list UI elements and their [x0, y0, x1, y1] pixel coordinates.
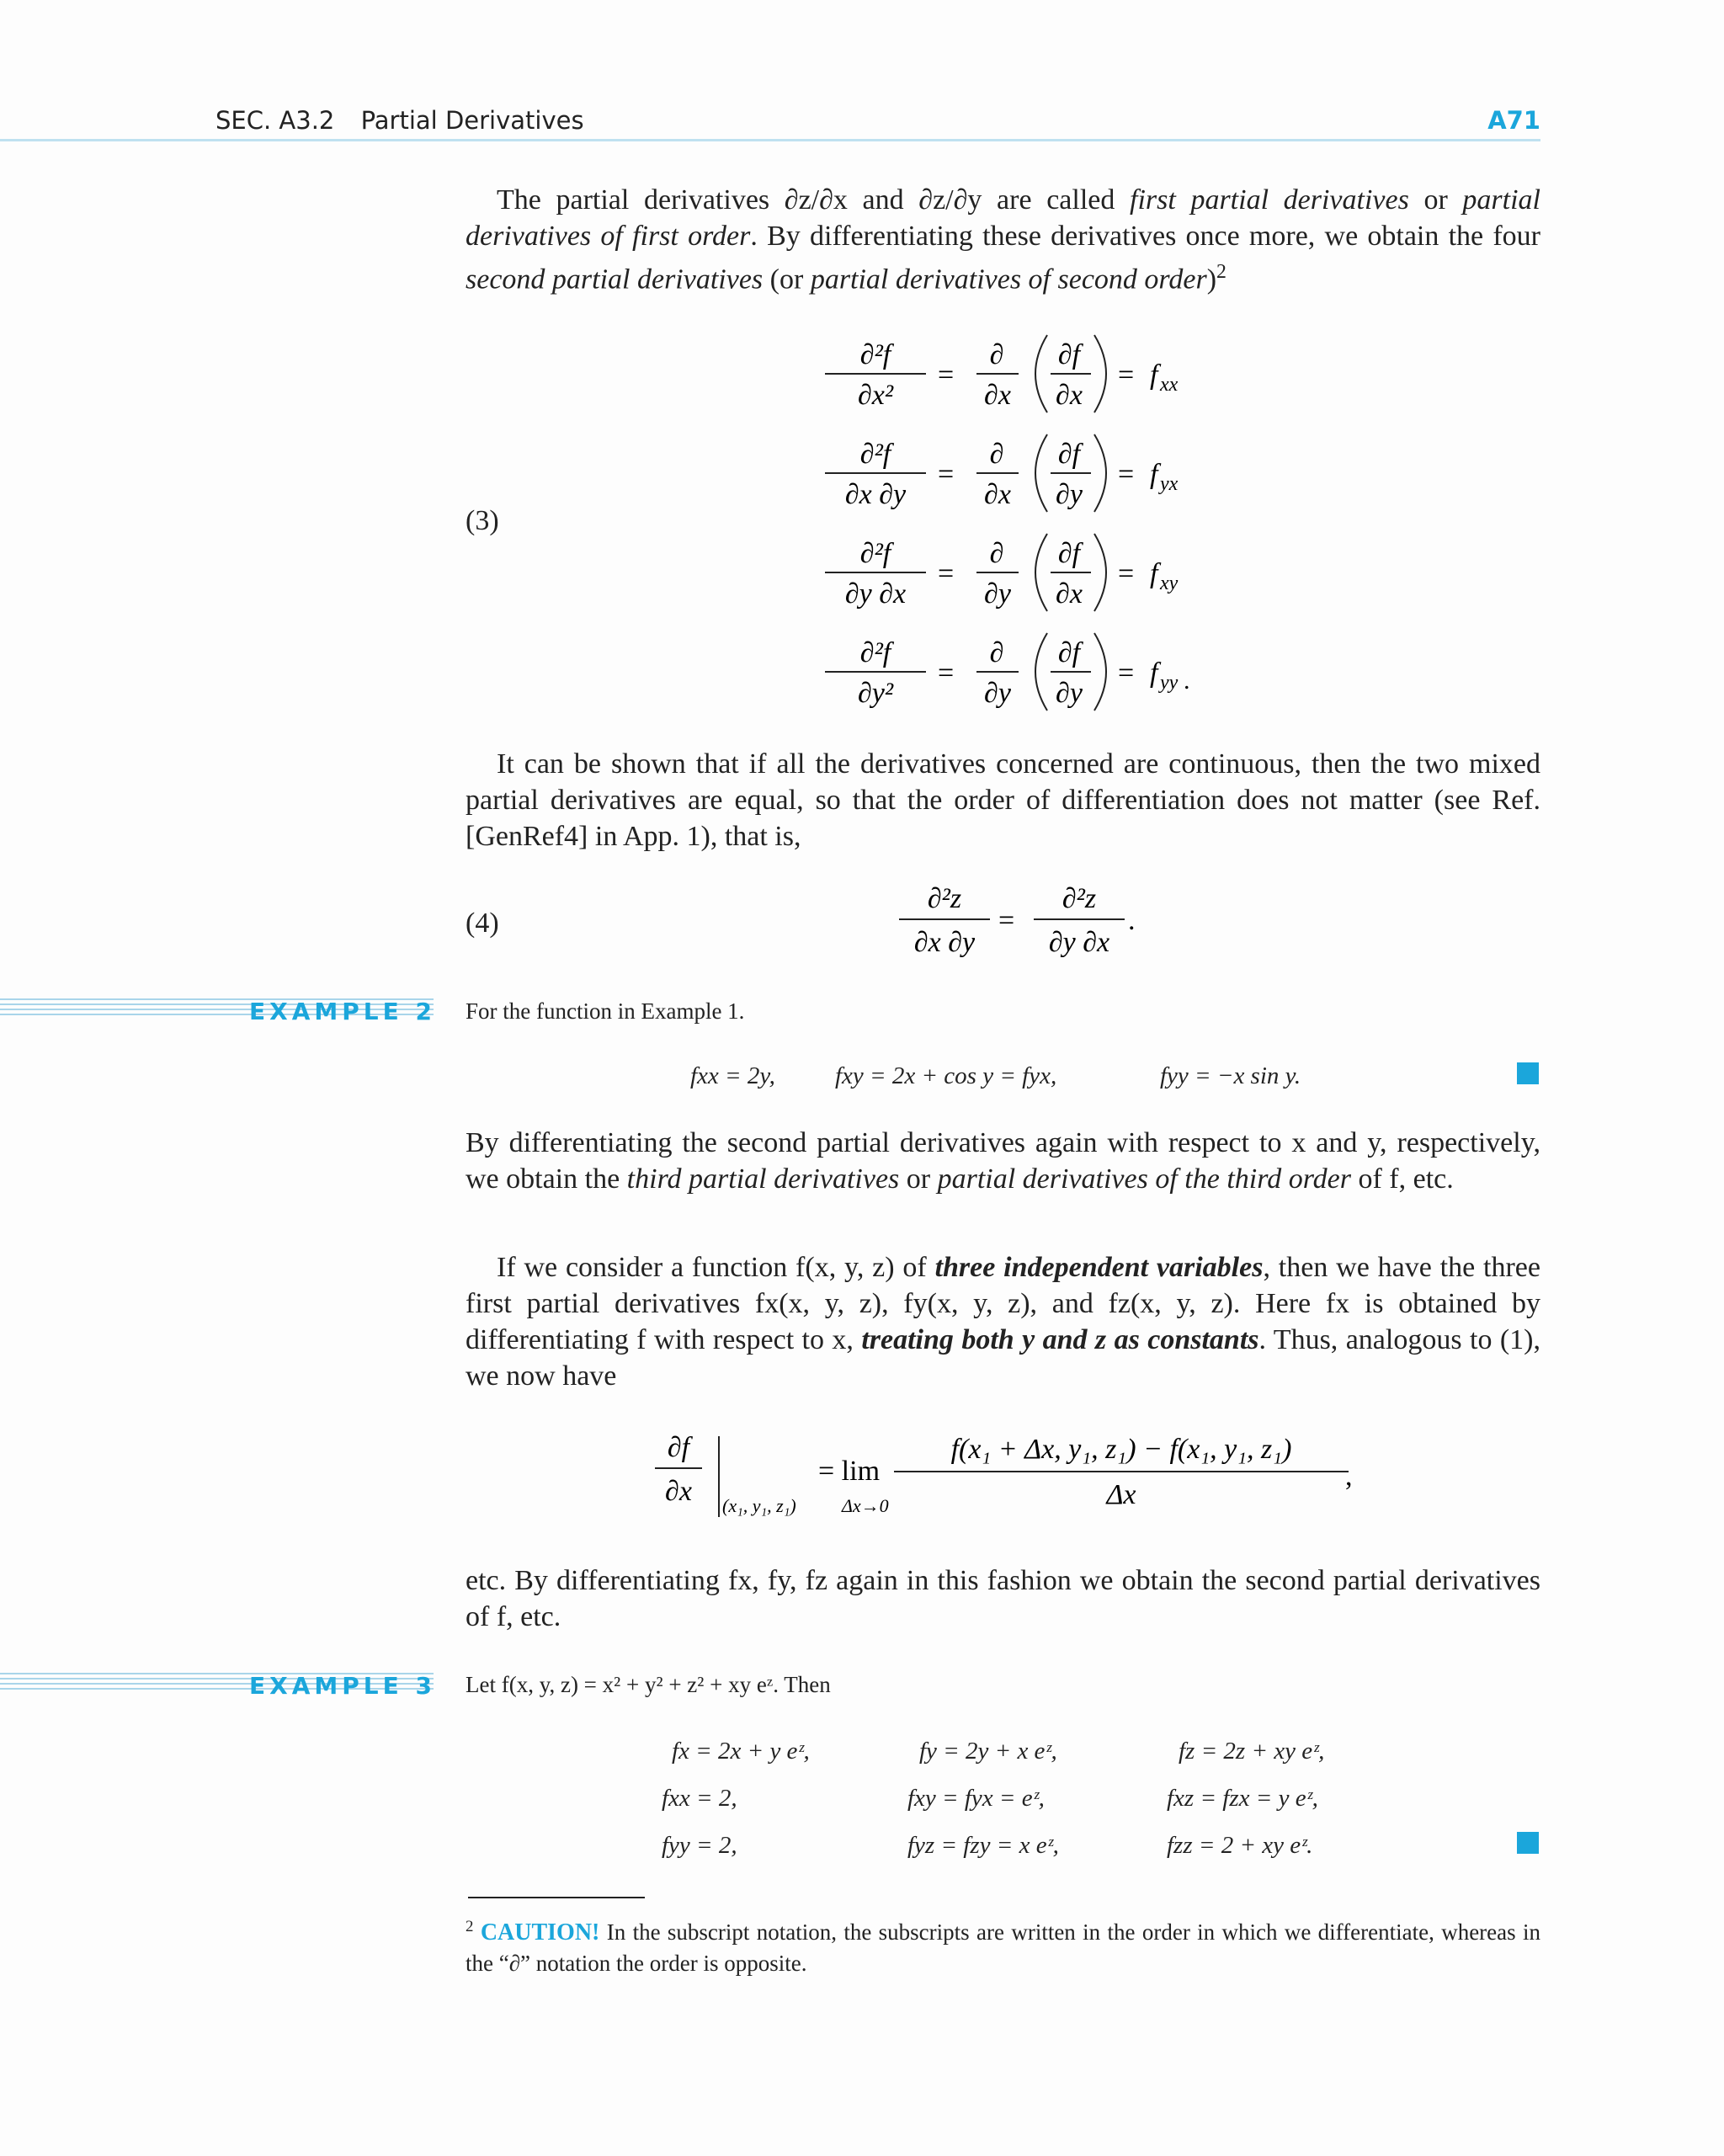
p3-term-third-partials: third partial derivatives	[626, 1163, 900, 1195]
header-rule	[0, 139, 1540, 141]
p2-text: It can be shown that if all the derivatives concerned are continuous, then the two mixed partial derivatives are equal, so that the order of differentiation does not matter (see Ref. [GenRef4] in App. 1), that is,	[466, 748, 1540, 852]
eq3-row-1-operator-denominator: ∂x	[984, 380, 1011, 411]
example-3-fxz: fxz = fzx = y eᶻ,	[1167, 1785, 1318, 1812]
eq3-row-3-equals-2: =	[1118, 558, 1135, 589]
eq3-row-1-lhs-denominator: ∂x²	[857, 380, 894, 411]
eq3-row-3-operator-denominator: ∂y	[984, 578, 1011, 610]
eq3-row-2-lhs-numerator: ∂²f	[859, 439, 891, 470]
eq3-row-2-equals-2: =	[1118, 459, 1135, 490]
section-number: SEC. A3.2	[216, 106, 335, 135]
eq3-row-4-lhs-denominator: ∂y²	[857, 678, 894, 709]
equation-number-4: (4)	[466, 908, 499, 939]
limit-operator: = lim	[818, 1456, 881, 1487]
eq3-row-2-operator-denominator: ∂x	[984, 479, 1011, 510]
example-3-text: Let f(x, y, z) = x² + y² + z² + xy eᶻ. Then	[466, 1672, 831, 1697]
p3-term-third-order: partial derivatives of the third order	[937, 1163, 1351, 1195]
eq3-row-1-inner-denominator: ∂x	[1056, 380, 1083, 411]
equation-number-3: (3)	[466, 505, 499, 536]
eq3-row-2-f: f	[1150, 459, 1158, 490]
example-2-fyy: fyy = −x sin y.	[1160, 1062, 1301, 1089]
paragraph-three-variables	[466, 1249, 1540, 1394]
p1-text-2: or	[1408, 184, 1463, 216]
p1-text-1: The partial derivatives ∂z/∂x and ∂z/∂y are called	[497, 184, 1130, 216]
footnote	[466, 1911, 1540, 1979]
p4-term-three-variables: three independent variables	[934, 1252, 1264, 1283]
eq3-row-3-inner-denominator: ∂x	[1056, 578, 1083, 610]
p4-text-3: . Thus, analogous to (1), we now have	[466, 1324, 1540, 1392]
eq3-row-2-subscript: yx	[1160, 473, 1179, 495]
eq4-rhs-denominator: ∂y ∂x	[1048, 927, 1110, 958]
eq3-row-2-left-paren	[1035, 434, 1047, 512]
equation-4	[884, 874, 1136, 966]
eq3-row-4-left-paren	[1035, 633, 1047, 711]
eq3-row-2-operator: ∂	[989, 439, 1004, 470]
eq4-rhs-numerator: ∂²z	[1062, 883, 1097, 914]
eq3-row-3-operator: ∂	[989, 538, 1004, 569]
eq3-row-4-lhs-numerator: ∂²f	[859, 637, 891, 668]
footnote-rule	[468, 1897, 645, 1898]
eq3-row-2-inner-numerator: ∂f	[1057, 439, 1081, 470]
p1-text-5: )	[1206, 264, 1217, 295]
p1-term-first-partials: first partial derivatives	[1130, 184, 1409, 216]
example-3-fzz: fzz = 2 + xy eᶻ.	[1167, 1832, 1313, 1859]
limit-lhs-numerator: ∂f	[667, 1432, 690, 1463]
eq3-row-3-left-paren	[1035, 534, 1047, 611]
eq3-row-4-operator: ∂	[989, 637, 1004, 668]
eq4-equals: =	[998, 905, 1015, 936]
eq3-row-1-right-paren	[1094, 335, 1106, 413]
running-header	[216, 106, 584, 135]
example-3-fyy: fyy = 2,	[662, 1832, 737, 1859]
evaluation-point: (x₁, y₁, z₁)	[722, 1495, 796, 1516]
eq3-row-1-inner-numerator: ∂f	[1057, 339, 1081, 370]
eq3-row-4-f: f	[1150, 657, 1158, 689]
p1-term-second-partials: second partial derivatives	[466, 264, 764, 295]
eq3-row-1-equals-2: =	[1118, 359, 1135, 391]
paragraph-higher-order	[466, 1562, 1540, 1635]
example-3-fx: fx = 2x + y eᶻ,	[672, 1738, 810, 1765]
p1-term-first-order: partial derivatives of first order	[466, 184, 1540, 252]
eq3-row-4-equals-2: =	[1118, 657, 1135, 689]
p1-text-4: (or	[763, 264, 811, 295]
equation-3	[808, 320, 1212, 724]
paragraph-first-partials	[466, 182, 1540, 297]
example-3-fxx: fxx = 2,	[662, 1785, 737, 1812]
eq4-lhs-denominator: ∂x ∂y	[913, 927, 976, 958]
example-2-label: EXAMPLE 2	[249, 998, 436, 1025]
p4-text-1: If we consider a function f(x, y, z) of	[497, 1252, 935, 1283]
limit-lhs-denominator: ∂x	[665, 1476, 692, 1507]
eq3-row-3-equals: =	[938, 558, 955, 589]
p3-text-1: By differentiating the second partial derivatives again with respect to x and y, respectively, we obtain the	[466, 1127, 1540, 1195]
eq4-period: .	[1128, 905, 1136, 936]
footnote-reference: 2	[1216, 261, 1226, 283]
example-3-fyz: fyz = fzy = x eᶻ,	[907, 1832, 1059, 1859]
eq3-row-1-left-paren	[1035, 335, 1047, 413]
eq3-row-4-end: .	[1184, 667, 1190, 695]
footnote-text: In the subscript notation, the subscripts are written in the order in which we differentiate, whereas in the “∂” notation the order is opposite.	[466, 1919, 1541, 1976]
example-3-fz: fz = 2z + xy eᶻ,	[1179, 1738, 1325, 1765]
p4-term-constants: treating both y and z as constants	[861, 1324, 1259, 1355]
eq3-row-1-operator: ∂	[989, 339, 1004, 370]
eq3-row-4-operator-denominator: ∂y	[984, 678, 1011, 709]
eq3-row-4-inner-denominator: ∂y	[1056, 678, 1083, 709]
p3-text-3: of f, etc.	[1350, 1163, 1454, 1195]
p1-text-3: . By differentiating these derivatives once more, we obtain the four	[750, 221, 1540, 252]
paragraph-mixed-partials	[466, 746, 1540, 854]
example-3-fy: fy = 2y + x eᶻ,	[919, 1738, 1057, 1765]
eq3-row-4-right-paren	[1094, 633, 1106, 711]
eq3-row-3-subscript: xy	[1160, 572, 1179, 594]
example-2-fxy: fxy = 2x + cos y = fyx,	[835, 1062, 1057, 1089]
end-of-example-2-square	[1517, 1062, 1539, 1084]
example-2-text: For the function in Example 1.	[466, 998, 745, 1024]
eq3-row-3-inner-numerator: ∂f	[1057, 538, 1081, 569]
equation-limit-definition	[648, 1423, 1389, 1532]
end-of-example-3-square	[1517, 1832, 1539, 1854]
example-3-fxy: fxy = fyx = eᶻ,	[907, 1785, 1045, 1812]
eq3-row-4-subscript: yy	[1160, 672, 1179, 694]
eq3-row-1-lhs-numerator: ∂²f	[859, 339, 891, 370]
eq3-row-1-subscript: xx	[1160, 374, 1179, 396]
eq3-row-3-lhs-numerator: ∂²f	[859, 538, 891, 569]
p3-text-2: or	[899, 1163, 938, 1195]
section-title: Partial Derivatives	[360, 106, 584, 135]
eq3-row-3-f: f	[1150, 558, 1158, 589]
limit-subscript: Δx→0	[842, 1495, 889, 1516]
eq3-row-2-inner-denominator: ∂y	[1056, 479, 1083, 510]
eq4-lhs-numerator: ∂²z	[927, 883, 962, 914]
p5-text: etc. By differentiating fx, fy, fz again in this fashion we obtain the second partial derivatives of f, etc.	[466, 1565, 1540, 1632]
p1-term-second-order: partial derivatives of second order	[810, 264, 1207, 295]
page-number: A71	[1487, 106, 1540, 135]
eq3-row-3-lhs-denominator: ∂y ∂x	[844, 578, 907, 610]
footnote-mark: 2	[466, 1918, 474, 1935]
p4-text-2: , then we have the three first partial derivatives fx(x, y, z), fy(x, y, z), and fz(x, y, z). Here fx is obtained by differentiating f with respect to x,	[466, 1252, 1540, 1355]
limit-denominator: Δx	[1106, 1479, 1136, 1510]
example-3-label: EXAMPLE 3	[249, 1672, 436, 1700]
eq3-row-3-right-paren	[1094, 534, 1106, 611]
eq3-row-2-right-paren	[1094, 434, 1106, 512]
footnote-caution: CAUTION!	[480, 1919, 600, 1946]
eq3-row-1-f: f	[1150, 359, 1158, 391]
example-2-fxx: fxx = 2y,	[690, 1062, 775, 1089]
eq3-row-2-lhs-denominator: ∂x ∂y	[844, 479, 907, 510]
eq3-row-4-equals: =	[938, 657, 955, 689]
limit-numerator: f(x₁ + Δx, y₁, z₁) − f(x₁, y₁, z₁)	[950, 1434, 1292, 1465]
paragraph-third-partials	[466, 1125, 1540, 1197]
eq3-row-4-inner-numerator: ∂f	[1057, 637, 1081, 668]
eq3-row-1-equals: =	[938, 359, 955, 391]
eq3-row-2-equals: =	[938, 459, 955, 490]
limit-comma: ,	[1345, 1461, 1353, 1492]
